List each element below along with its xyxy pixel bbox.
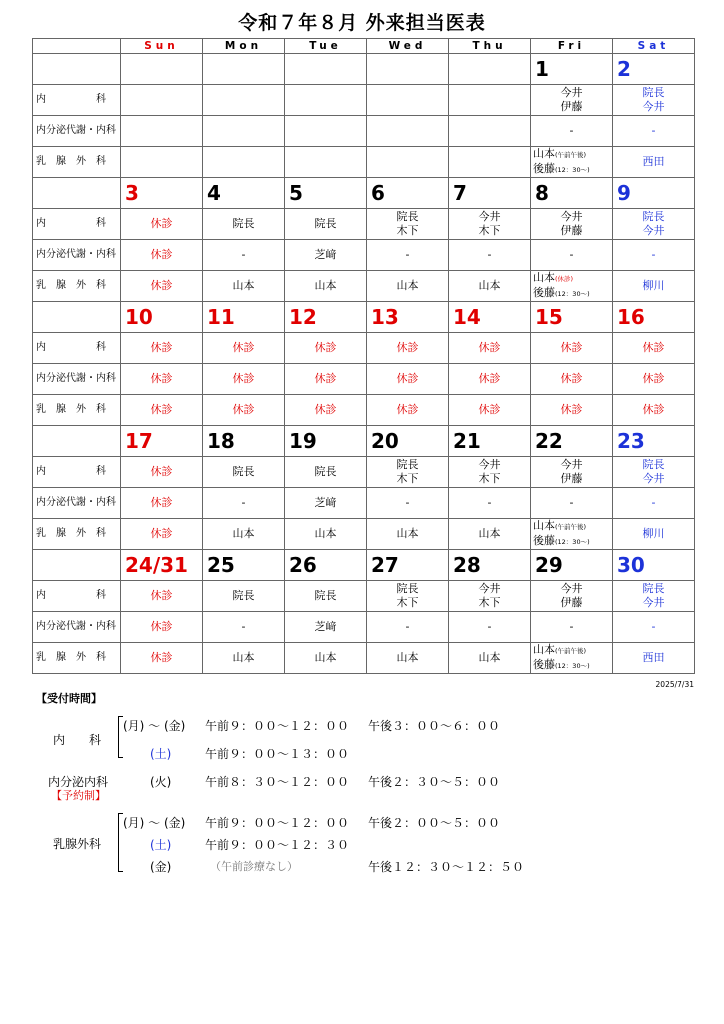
- doctor-name: 後藤: [533, 534, 555, 547]
- date-cell: 14: [449, 302, 531, 333]
- date-cell: [285, 54, 367, 85]
- session-note: (休診): [555, 275, 574, 283]
- department-label: 内 科: [33, 209, 121, 240]
- doctor-name: 伊藤: [560, 596, 583, 609]
- department-row-naibunpi: [33, 488, 695, 519]
- date-cell: 29: [531, 550, 613, 581]
- department-label: 乳 腺 外 科: [33, 395, 121, 426]
- schedule-cell: 休診: [367, 395, 449, 426]
- schedule-cell: [531, 581, 613, 612]
- schedule-cell: 休診: [613, 395, 695, 426]
- schedule-cell: 休診: [367, 333, 449, 364]
- schedule-cell: 休診: [121, 209, 203, 240]
- date-row: [33, 426, 695, 457]
- date-cell: 9: [613, 178, 695, 209]
- schedule-cell: 院長: [285, 209, 367, 240]
- nyusen-friday: (金): [150, 860, 172, 874]
- doctor-name: 木下: [478, 596, 501, 609]
- date-row: [33, 54, 695, 85]
- date-cell: [121, 54, 203, 85]
- doctor-name: 院長: [396, 210, 419, 223]
- doctor-name: 今井: [560, 458, 583, 471]
- nyusen-saturday-am: 午前９：００～１２：３０: [205, 838, 350, 852]
- schedule-cell: 院長: [203, 209, 285, 240]
- session-note: (午前午後): [555, 647, 587, 655]
- department-row-naika: [33, 85, 695, 116]
- department-label: 内 科: [33, 581, 121, 612]
- date-cell: 15: [531, 302, 613, 333]
- department-row-nyusen: [33, 147, 695, 178]
- department-row-nyusen: [33, 643, 695, 674]
- schedule-cell: [613, 581, 695, 612]
- naibunpi-am: 午前８：３０～１２：００: [205, 775, 350, 789]
- doctor-name: 後藤: [533, 658, 555, 671]
- doctor-name: 今井: [478, 458, 501, 471]
- weekday-header: Fri: [531, 39, 613, 54]
- doctor-name: 木下: [396, 472, 419, 485]
- weekday-header: Sun: [121, 39, 203, 54]
- department-label: 内 科: [33, 457, 121, 488]
- department-label: 乳 腺 外 科: [33, 519, 121, 550]
- schedule-cell: [367, 457, 449, 488]
- schedule-cell: -: [367, 240, 449, 271]
- department-row-naika: [33, 457, 695, 488]
- schedule-cell: [121, 85, 203, 116]
- department-row-nyusen: [33, 271, 695, 302]
- schedule-cell: [449, 209, 531, 240]
- schedule-cell: 休診: [285, 364, 367, 395]
- schedule-cell: [613, 85, 695, 116]
- schedule-cell: 休診: [531, 395, 613, 426]
- corner-cell: [33, 39, 121, 54]
- schedule-cell: 休診: [121, 519, 203, 550]
- schedule-cell: 休診: [531, 364, 613, 395]
- schedule-cell: [613, 457, 695, 488]
- schedule-cell: [203, 147, 285, 178]
- session-note: (12：30～): [555, 662, 590, 670]
- weekday-header: Wed: [367, 39, 449, 54]
- date-cell: 10: [121, 302, 203, 333]
- date-cell: 26: [285, 550, 367, 581]
- date-row-label-cell: [33, 550, 121, 581]
- schedule-cell: 山本: [285, 271, 367, 302]
- schedule-cell: 休診: [121, 395, 203, 426]
- schedule-cell: 休診: [121, 271, 203, 302]
- nyusen-friday-am-none: （午前診療なし）: [210, 860, 298, 873]
- schedule-cell: [613, 209, 695, 240]
- schedule-cell: 休診: [121, 457, 203, 488]
- doctor-name: 山本: [533, 519, 555, 532]
- schedule-cell: [449, 147, 531, 178]
- doctor-name: 院長: [396, 582, 419, 595]
- schedule-cell: 休診: [449, 395, 531, 426]
- schedule-cell: 院長: [203, 457, 285, 488]
- schedule-cell: -: [613, 116, 695, 147]
- schedule-cell: 休診: [121, 333, 203, 364]
- schedule-cell: -: [613, 612, 695, 643]
- session-note: (12：30～): [555, 166, 590, 174]
- schedule-cell: [531, 457, 613, 488]
- schedule-cell: [531, 147, 613, 178]
- session-note: (12：30～): [555, 290, 590, 298]
- nyusen-weekday-pm: 午後２：００～５：００: [368, 816, 501, 830]
- schedule-cell: -: [531, 612, 613, 643]
- department-row-nyusen: [33, 519, 695, 550]
- naika-saturday-am: 午前９：００～１３：００: [205, 747, 350, 761]
- date-row-label-cell: [33, 426, 121, 457]
- schedule-cell: [367, 85, 449, 116]
- schedule-cell: 山本: [449, 271, 531, 302]
- nyusen-saturday: (土): [150, 838, 172, 852]
- schedule-cell: 山本: [203, 519, 285, 550]
- department-label: 内分泌代謝・内科: [33, 364, 121, 395]
- schedule-cell: 柳川: [613, 271, 695, 302]
- schedule-cell: 休診: [367, 364, 449, 395]
- schedule-cell: 院長: [285, 581, 367, 612]
- date-cell: 2: [613, 54, 695, 85]
- naibunpi-reservation-note: 【予約制】: [51, 789, 106, 802]
- department-row-naibunpi: [33, 364, 695, 395]
- schedule-cell: [531, 271, 613, 302]
- schedule-cell: [203, 116, 285, 147]
- department-row-naibunpi: [33, 240, 695, 271]
- date-cell: 17: [121, 426, 203, 457]
- doctor-name: 院長: [642, 86, 665, 99]
- schedule-cell: 休診: [285, 395, 367, 426]
- department-row-naibunpi: [33, 612, 695, 643]
- date-cell: 13: [367, 302, 449, 333]
- date-cell: 1: [531, 54, 613, 85]
- schedule-cell: 休診: [613, 333, 695, 364]
- schedule-cell: 休診: [203, 395, 285, 426]
- schedule-cell: 柳川: [613, 519, 695, 550]
- schedule-cell: -: [613, 240, 695, 271]
- schedule-cell: 山本: [449, 519, 531, 550]
- schedule-cell: -: [203, 488, 285, 519]
- schedule-table: [32, 38, 695, 674]
- schedule-cell: 山本: [203, 643, 285, 674]
- schedule-cell: 休診: [449, 364, 531, 395]
- naika-label: 内 科: [53, 733, 102, 747]
- date-row: [33, 550, 695, 581]
- schedule-cell: 芝﨑: [285, 612, 367, 643]
- schedule-cell: -: [203, 612, 285, 643]
- doctor-name: 院長: [642, 210, 665, 223]
- schedule-cell: -: [449, 240, 531, 271]
- date-cell: [367, 54, 449, 85]
- session-note: (午前午後): [555, 523, 587, 531]
- date-cell: 24/31: [121, 550, 203, 581]
- nyusen-label: 乳腺外科: [53, 837, 102, 851]
- schedule-cell: [121, 116, 203, 147]
- schedule-cell: 院長: [203, 581, 285, 612]
- doctor-name: 木下: [396, 596, 419, 609]
- schedule-cell: 休診: [121, 240, 203, 271]
- schedule-cell: [285, 116, 367, 147]
- weekday-header-row: [33, 39, 695, 54]
- doctor-name: 今井: [478, 582, 501, 595]
- schedule-cell: 山本: [449, 643, 531, 674]
- department-label: 内分泌代謝・内科: [33, 488, 121, 519]
- schedule-cell: 西田: [613, 643, 695, 674]
- date-cell: 25: [203, 550, 285, 581]
- schedule-cell: [449, 85, 531, 116]
- doctor-name: 伊藤: [560, 472, 583, 485]
- doctor-name: 院長: [396, 458, 419, 471]
- date-cell: [203, 54, 285, 85]
- schedule-cell: [531, 643, 613, 674]
- schedule-cell: 院長: [285, 457, 367, 488]
- department-label: 内分泌代謝・内科: [33, 612, 121, 643]
- schedule-cell: 芝﨑: [285, 488, 367, 519]
- schedule-cell: -: [449, 488, 531, 519]
- schedule-cell: [367, 147, 449, 178]
- department-row-naika: [33, 333, 695, 364]
- department-label: 内分泌代謝・内科: [33, 116, 121, 147]
- schedule-cell: -: [531, 240, 613, 271]
- naika-weekday-range: (月) ～ (金): [123, 719, 186, 733]
- department-row-nyusen: [33, 395, 695, 426]
- doctor-name: 山本: [533, 147, 555, 160]
- schedule-cell: [531, 519, 613, 550]
- date-cell: 5: [285, 178, 367, 209]
- schedule-cell: 休診: [613, 364, 695, 395]
- date-cell: 22: [531, 426, 613, 457]
- department-row-naika: [33, 581, 695, 612]
- doctor-name: 木下: [478, 472, 501, 485]
- doctor-name: 後藤: [533, 162, 555, 175]
- doctor-name: 院長: [642, 582, 665, 595]
- doctor-name: 木下: [478, 224, 501, 237]
- date-row: [33, 178, 695, 209]
- schedule-cell: [367, 581, 449, 612]
- doctor-name: 今井: [642, 472, 665, 485]
- schedule-cell: 山本: [367, 519, 449, 550]
- hours-heading: 【受付時間】: [36, 692, 102, 705]
- doctor-name: 今井: [560, 582, 583, 595]
- schedule-cell: 休診: [203, 333, 285, 364]
- department-label: 内 科: [33, 333, 121, 364]
- schedule-cell: [285, 85, 367, 116]
- schedule-body: [33, 39, 695, 674]
- date-cell: 28: [449, 550, 531, 581]
- department-label: 乳 腺 外 科: [33, 147, 121, 178]
- schedule-cell: -: [613, 488, 695, 519]
- schedule-cell: 休診: [121, 488, 203, 519]
- schedule-cell: 休診: [449, 333, 531, 364]
- date-row-label-cell: [33, 302, 121, 333]
- naibunpi-day: (火): [150, 775, 172, 789]
- doctor-name: 後藤: [533, 286, 555, 299]
- doctor-name: 木下: [396, 224, 419, 237]
- weekday-header: Tue: [285, 39, 367, 54]
- doctor-name: 伊藤: [560, 224, 583, 237]
- date-cell: 6: [367, 178, 449, 209]
- schedule-cell: 休診: [203, 364, 285, 395]
- date-cell: [449, 54, 531, 85]
- schedule-cell: -: [531, 488, 613, 519]
- weekday-header: Mon: [203, 39, 285, 54]
- date-cell: 4: [203, 178, 285, 209]
- department-label: 内分泌代謝・内科: [33, 240, 121, 271]
- date-row: [33, 302, 695, 333]
- date-cell: 27: [367, 550, 449, 581]
- schedule-cell: 西田: [613, 147, 695, 178]
- schedule-cell: -: [203, 240, 285, 271]
- schedule-cell: [367, 116, 449, 147]
- date-cell: 12: [285, 302, 367, 333]
- date-cell: 20: [367, 426, 449, 457]
- department-label: 乳 腺 外 科: [33, 271, 121, 302]
- date-cell: 7: [449, 178, 531, 209]
- schedule-cell: 休診: [121, 364, 203, 395]
- session-note: (12：30～): [555, 538, 590, 546]
- date-row-label-cell: [33, 178, 121, 209]
- schedule-cell: 山本: [285, 519, 367, 550]
- schedule-cell: [531, 85, 613, 116]
- schedule-cell: [449, 116, 531, 147]
- department-label: 内 科: [33, 85, 121, 116]
- doctor-name: 山本: [533, 643, 555, 656]
- department-label: 乳 腺 外 科: [33, 643, 121, 674]
- schedule-cell: -: [367, 612, 449, 643]
- schedule-cell: 休診: [121, 612, 203, 643]
- date-cell: 30: [613, 550, 695, 581]
- schedule-cell: [367, 209, 449, 240]
- schedule-cell: 休診: [285, 333, 367, 364]
- page-title: 令和７年８月 外来担当医表: [238, 12, 486, 34]
- schedule-cell: -: [449, 612, 531, 643]
- doctor-name: 山本: [533, 271, 555, 284]
- date-cell: 19: [285, 426, 367, 457]
- doctor-name: 今井: [642, 224, 665, 237]
- schedule-cell: [285, 147, 367, 178]
- date-cell: 3: [121, 178, 203, 209]
- schedule-cell: 休診: [121, 581, 203, 612]
- schedule-cell: -: [531, 116, 613, 147]
- date-cell: 8: [531, 178, 613, 209]
- naika-weekday-pm: 午後３：００～６：００: [368, 719, 501, 733]
- doctor-name: 今井: [642, 100, 665, 113]
- date-cell: 18: [203, 426, 285, 457]
- schedule-cell: [531, 209, 613, 240]
- naibunpi-label: 内分泌内科: [48, 775, 109, 789]
- date-cell: 11: [203, 302, 285, 333]
- doctor-name: 今井: [642, 596, 665, 609]
- naika-saturday: (土): [150, 747, 172, 761]
- schedule-cell: [121, 147, 203, 178]
- schedule-cell: [449, 457, 531, 488]
- date-row-label-cell: [33, 54, 121, 85]
- naika-weekday-am: 午前９：００～１２：００: [205, 719, 350, 733]
- schedule-cell: 山本: [367, 643, 449, 674]
- schedule-cell: [449, 581, 531, 612]
- schedule-cell: 休診: [531, 333, 613, 364]
- weekday-header: Sat: [613, 39, 695, 54]
- doctor-name: 今井: [560, 86, 583, 99]
- nyusen-friday-pm: 午後１２：３０～１２：５０: [368, 860, 525, 874]
- schedule-cell: 山本: [285, 643, 367, 674]
- doctor-name: 院長: [642, 458, 665, 471]
- schedule-cell: 山本: [367, 271, 449, 302]
- schedule-cell: 山本: [203, 271, 285, 302]
- doctor-name: 今井: [560, 210, 583, 223]
- doctor-name: 伊藤: [560, 100, 583, 113]
- schedule-cell: -: [367, 488, 449, 519]
- nyusen-weekday-range: (月) ～ (金): [123, 816, 186, 830]
- department-row-naika: [33, 209, 695, 240]
- nyusen-weekday-am: 午前９：００～１２：００: [205, 816, 350, 830]
- date-cell: 23: [613, 426, 695, 457]
- weekday-header: Thu: [449, 39, 531, 54]
- department-row-naibunpi: [33, 116, 695, 147]
- doctor-name: 今井: [478, 210, 501, 223]
- date-cell: 21: [449, 426, 531, 457]
- naibunpi-pm: 午後２：３０～５：００: [368, 775, 501, 789]
- session-note: (午前午後): [555, 151, 587, 159]
- schedule-cell: [203, 85, 285, 116]
- issue-date: 2025/7/31: [655, 680, 694, 689]
- date-cell: 16: [613, 302, 695, 333]
- schedule-cell: 芝﨑: [285, 240, 367, 271]
- schedule-cell: 休診: [121, 643, 203, 674]
